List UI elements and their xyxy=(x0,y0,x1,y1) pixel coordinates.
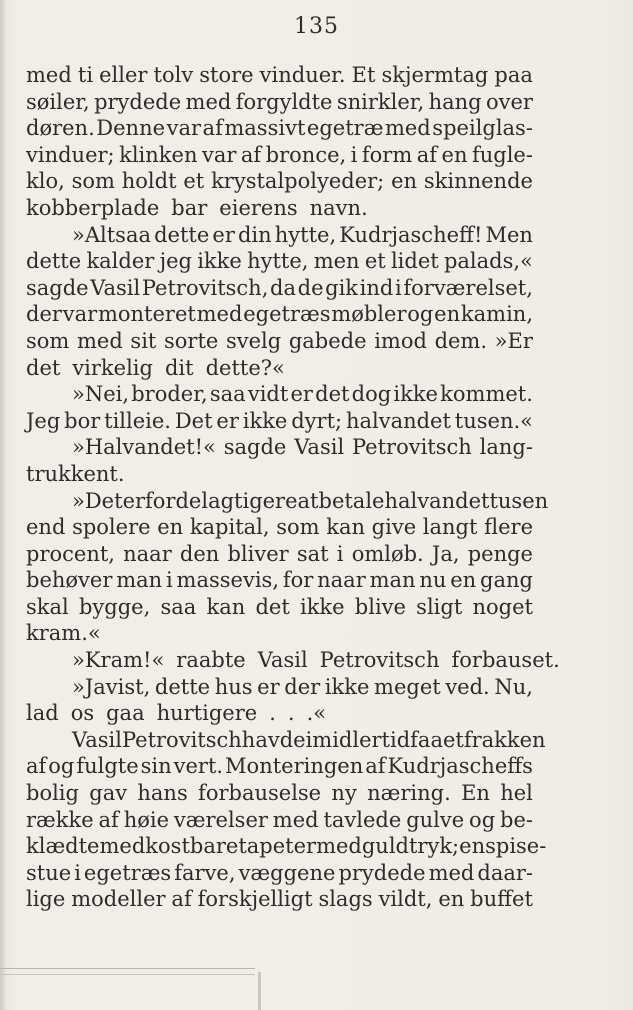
word: Men xyxy=(485,222,533,247)
text-line xyxy=(26,275,533,302)
text-line xyxy=(26,833,547,860)
word: sit xyxy=(130,328,157,353)
word: Jeg xyxy=(26,408,61,433)
word: en xyxy=(157,515,184,540)
word: hurtigere xyxy=(156,701,258,726)
word: monteret xyxy=(97,302,196,327)
footer-edge-mark xyxy=(258,972,261,1010)
word: kalder xyxy=(86,249,155,274)
word: behøver xyxy=(26,568,113,593)
word: med xyxy=(428,860,475,885)
word: egetræs xyxy=(243,302,331,327)
word: bar xyxy=(171,195,208,220)
word: der xyxy=(26,302,62,327)
word: af xyxy=(416,142,438,167)
word: »Kram!« xyxy=(72,648,165,673)
word: En xyxy=(461,781,490,806)
word: en xyxy=(459,834,486,859)
word: fugle- xyxy=(471,142,533,167)
word: »Altsaa xyxy=(72,222,151,247)
word: stue xyxy=(26,860,72,885)
word: dem. xyxy=(434,328,488,353)
body-text xyxy=(26,62,560,913)
word: slags xyxy=(318,887,373,912)
word: der xyxy=(284,674,321,699)
word: .« xyxy=(306,701,327,726)
word: dette xyxy=(26,249,82,274)
word: bygge, xyxy=(78,594,151,619)
word: noget xyxy=(472,594,533,619)
footer-rule-secondary xyxy=(0,974,255,975)
word: ind xyxy=(359,275,394,300)
word: bolig xyxy=(26,781,79,806)
word: af xyxy=(202,116,223,141)
word: sagde xyxy=(223,435,287,460)
word: med xyxy=(384,116,431,141)
word: Nu, xyxy=(494,674,533,699)
word: vildt, xyxy=(378,887,433,912)
word: kan xyxy=(206,594,246,619)
text-line xyxy=(26,780,533,807)
word: vidt xyxy=(247,382,289,407)
text-line xyxy=(26,115,533,142)
word: Petrovitsch xyxy=(351,435,472,460)
word: store xyxy=(199,63,254,87)
word: lang- xyxy=(479,435,533,460)
word: saa xyxy=(160,594,197,619)
word: sin xyxy=(140,754,172,779)
word: bor xyxy=(64,408,101,433)
word: Denne xyxy=(96,116,166,141)
word: spolere xyxy=(72,515,151,540)
word: i xyxy=(166,568,173,593)
word: et xyxy=(364,249,386,274)
word: eierens xyxy=(219,195,298,220)
word: gaa xyxy=(106,701,145,726)
word: det xyxy=(26,355,61,380)
word: over xyxy=(485,89,533,114)
word: men xyxy=(313,249,360,274)
word: paa xyxy=(494,63,533,87)
word: fordelagtigere xyxy=(145,488,298,513)
word: sat xyxy=(296,541,329,566)
word: ikke xyxy=(242,408,288,433)
word: fulgte xyxy=(76,754,139,779)
word: tilleie. xyxy=(104,408,171,433)
word: Vasil xyxy=(72,727,122,752)
word: vinduer. xyxy=(259,63,346,87)
text-line xyxy=(26,195,533,222)
word: lad xyxy=(26,701,59,726)
word: broder, xyxy=(131,382,208,407)
word: er xyxy=(212,222,235,247)
text-line xyxy=(26,301,533,328)
word: »Det xyxy=(72,488,123,513)
word: forskjelligt xyxy=(197,887,313,912)
word: Vasil xyxy=(90,275,141,300)
word: blive xyxy=(354,594,406,619)
word: den xyxy=(179,541,220,566)
word: i xyxy=(74,860,81,885)
word: var xyxy=(201,142,237,167)
text-line xyxy=(26,488,549,515)
text-line xyxy=(26,620,533,647)
word: med xyxy=(196,302,243,327)
word: forbauselse xyxy=(198,781,322,806)
word: i xyxy=(336,541,344,566)
word: modeller xyxy=(71,887,166,912)
word: en xyxy=(441,142,468,167)
text-line xyxy=(26,408,533,435)
page-binding-edge xyxy=(0,0,6,1010)
text-line xyxy=(26,89,533,116)
word: dette xyxy=(154,222,210,247)
word: Monteringen xyxy=(225,754,364,779)
word: kostbare xyxy=(145,834,239,859)
word: forgyldte xyxy=(235,89,333,114)
text-line xyxy=(26,594,533,621)
word: en xyxy=(450,568,477,593)
word: møbler xyxy=(331,302,407,327)
word: egetræ xyxy=(306,116,384,141)
word: væggene xyxy=(238,860,336,885)
word: betale xyxy=(318,488,385,513)
text-line xyxy=(26,328,533,355)
word: gulve xyxy=(406,807,465,832)
word: vert. xyxy=(173,754,224,779)
word: var xyxy=(166,116,202,141)
word: som xyxy=(26,328,70,353)
word: massevis, xyxy=(176,568,279,593)
word: lige xyxy=(26,887,66,912)
word: gabede xyxy=(288,328,367,353)
word: ved. xyxy=(445,674,490,699)
word: end xyxy=(26,515,66,540)
word: egetræs xyxy=(83,860,172,885)
word: snirkler, xyxy=(336,89,425,114)
word: os xyxy=(70,701,95,726)
word: holdt xyxy=(121,169,177,194)
text-line xyxy=(26,700,533,727)
word: krystalpolyeder; xyxy=(211,169,385,194)
word: prydede xyxy=(94,89,182,114)
word: er xyxy=(216,408,239,433)
text-line xyxy=(26,248,533,275)
word: kram.« xyxy=(26,621,101,646)
word: Vasil xyxy=(257,648,308,673)
word: dyrt; xyxy=(291,408,343,433)
word: ikke xyxy=(393,382,438,407)
word: din xyxy=(237,222,272,247)
word: be- xyxy=(500,807,533,832)
word: i xyxy=(395,275,402,300)
word: klinken xyxy=(119,142,198,167)
text-line xyxy=(26,886,533,913)
text-line xyxy=(26,381,533,408)
word: skjermtag xyxy=(381,63,489,87)
word: forværelset, xyxy=(403,275,533,300)
word: et xyxy=(183,169,205,194)
word: flere xyxy=(484,515,533,540)
word: det xyxy=(255,594,290,619)
word: man xyxy=(369,568,416,593)
word: navn. xyxy=(309,195,368,220)
word: kobberplade xyxy=(26,195,160,220)
word: hang xyxy=(428,89,482,114)
word: det xyxy=(315,382,350,407)
word: virkelig xyxy=(72,355,153,380)
word: man xyxy=(116,568,163,593)
word: guldtryk; xyxy=(361,834,460,859)
word: som xyxy=(71,169,115,194)
word: med xyxy=(316,834,362,859)
word: massivt xyxy=(224,116,306,141)
word: gang xyxy=(480,568,533,593)
word: frakken xyxy=(463,727,546,752)
word: hans xyxy=(137,781,188,806)
text-line xyxy=(26,461,533,488)
word: »Nei, xyxy=(72,382,130,407)
word: da xyxy=(270,275,296,300)
word: og xyxy=(407,302,434,327)
word: daar- xyxy=(477,860,533,885)
word: tavlede xyxy=(323,807,402,832)
word: kapital, xyxy=(189,515,270,540)
word: bronce, xyxy=(265,142,347,167)
word: sagde xyxy=(26,275,89,300)
word: lidet xyxy=(390,249,439,274)
text-line xyxy=(26,222,533,249)
word: faaet xyxy=(410,727,464,752)
word: af xyxy=(171,887,192,912)
word: . xyxy=(269,701,276,726)
text-line xyxy=(26,434,533,461)
footer-rule xyxy=(0,968,255,969)
word: Det xyxy=(174,408,213,433)
word: prydede xyxy=(338,860,426,885)
word: penge xyxy=(467,541,533,566)
text-line xyxy=(26,807,533,834)
word: Petrovitsch xyxy=(121,727,242,752)
word: gav xyxy=(89,781,128,806)
word: klædte xyxy=(26,834,100,859)
word: med xyxy=(26,63,72,87)
word: hus xyxy=(214,674,253,699)
word: svelg xyxy=(225,328,282,353)
word: procent, xyxy=(26,541,115,566)
word: Kudrjascheff! xyxy=(339,222,483,247)
word: omløb. xyxy=(351,541,424,566)
word: bliver xyxy=(227,541,289,566)
word: spise- xyxy=(485,834,547,859)
word: farve, xyxy=(174,860,236,885)
word: halvandet xyxy=(345,408,451,433)
word: vinduer; xyxy=(26,142,115,167)
word: kamin, xyxy=(460,302,533,327)
word: eller xyxy=(99,63,148,87)
text-line xyxy=(26,355,533,382)
word: som xyxy=(276,515,320,540)
word: langt xyxy=(422,515,478,540)
word: skinnende xyxy=(423,169,533,194)
word: for xyxy=(282,568,314,593)
word: var xyxy=(62,302,98,327)
word: kan xyxy=(326,515,366,540)
word: hytte, xyxy=(274,222,337,247)
word: søiler, xyxy=(26,89,90,114)
word: . xyxy=(287,701,295,726)
word: med xyxy=(99,834,146,859)
text-line xyxy=(26,860,533,887)
word: meget xyxy=(374,674,441,699)
word: af xyxy=(26,754,47,779)
word: speilglas- xyxy=(432,116,533,141)
word: havde xyxy=(241,727,306,752)
word: »Er xyxy=(494,328,533,353)
text-line xyxy=(26,142,533,169)
word: tolv xyxy=(153,63,194,87)
text-line xyxy=(26,753,533,780)
word: og xyxy=(48,754,75,779)
word: at xyxy=(297,488,319,513)
text-line xyxy=(26,168,533,195)
word: Ja, xyxy=(431,541,460,566)
text-line xyxy=(26,647,560,674)
word: de xyxy=(297,275,324,300)
word: raabte xyxy=(176,648,246,673)
word: af xyxy=(365,754,386,779)
page-number: 135 xyxy=(294,14,339,39)
word: høie xyxy=(123,807,170,832)
word: ikke xyxy=(324,674,370,699)
word: med xyxy=(76,328,123,353)
word: Petrovitsch, xyxy=(141,275,269,300)
word: naar xyxy=(123,541,172,566)
word: palads,« xyxy=(443,249,533,274)
word: dette xyxy=(154,674,211,699)
text-line xyxy=(26,541,533,568)
word: Kudrjascheffs xyxy=(387,754,533,779)
text-line xyxy=(26,674,533,701)
word: Vasil xyxy=(294,435,345,460)
word: ikke xyxy=(197,249,242,274)
word: en xyxy=(391,169,418,194)
word: skal xyxy=(26,594,69,619)
word: i xyxy=(350,142,358,167)
text-line xyxy=(26,62,533,89)
word: klo, xyxy=(26,169,65,194)
word: række xyxy=(26,807,94,832)
word: gik xyxy=(325,275,359,300)
word: Petrovitsch xyxy=(319,648,440,673)
word: en xyxy=(438,887,465,912)
word: imod xyxy=(374,328,427,353)
word: med xyxy=(272,807,319,832)
word: en xyxy=(434,302,461,327)
text-line xyxy=(26,567,533,594)
word: med xyxy=(185,89,232,114)
word: kommet. xyxy=(440,382,533,407)
word: »Javist, xyxy=(72,674,151,699)
word: sligt xyxy=(416,594,463,619)
word: døren. xyxy=(26,116,95,141)
word: buffet xyxy=(470,887,533,912)
word: og xyxy=(469,807,496,832)
word: er xyxy=(290,382,313,407)
word: »Halvandet!« xyxy=(72,435,216,460)
word: sorte xyxy=(164,328,219,353)
word: af xyxy=(240,142,262,167)
word: jeg xyxy=(159,249,192,274)
word: er xyxy=(257,674,280,699)
word: næring. xyxy=(367,781,451,806)
word: ny xyxy=(331,781,357,806)
text-line xyxy=(26,514,533,541)
word: dette?« xyxy=(205,355,285,380)
word: imidlertid xyxy=(305,727,411,752)
word: tusen.« xyxy=(454,408,533,433)
word: er xyxy=(122,488,146,513)
word: forbauset. xyxy=(451,648,560,673)
word: tusen xyxy=(489,488,549,513)
word: dit xyxy=(164,355,194,380)
word: saa xyxy=(209,382,246,407)
word: nu xyxy=(419,568,447,593)
word: hytte, xyxy=(247,249,309,274)
word: dog xyxy=(351,382,392,407)
word: Et xyxy=(351,63,376,87)
word: af xyxy=(98,807,119,832)
word: naar xyxy=(317,568,366,593)
word: form xyxy=(361,142,413,167)
word: give xyxy=(371,515,417,540)
word: ti xyxy=(77,63,94,87)
word: hel xyxy=(500,781,533,806)
text-line xyxy=(26,727,546,754)
word: tapeter xyxy=(238,834,317,859)
word: halvandet xyxy=(384,488,490,513)
word: trukkent. xyxy=(26,461,125,486)
word: ikke xyxy=(299,594,345,619)
word: værelser xyxy=(173,807,268,832)
